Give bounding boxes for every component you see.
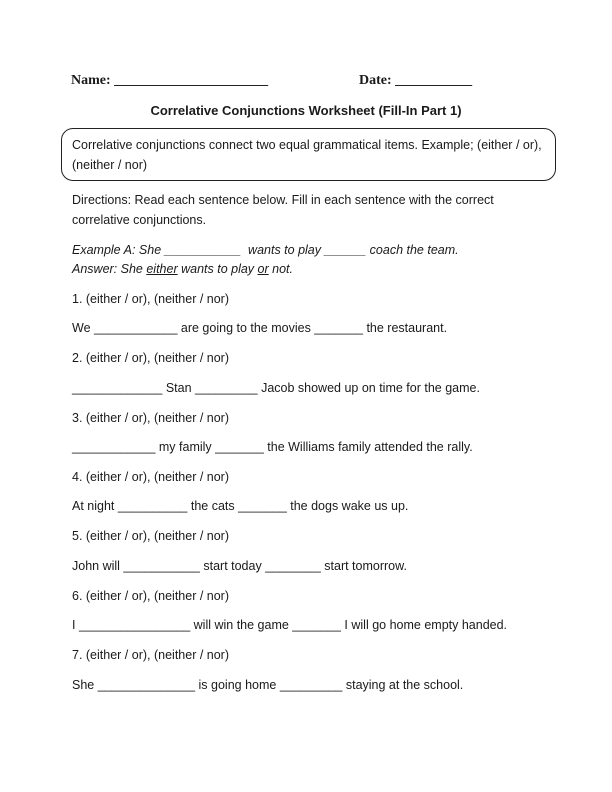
example-question: Example A: She ___________ wants to play ______ coach the team.: [72, 243, 459, 257]
directions-text: Directions: Read each sentence below. Fill in each sentence with the correct correlative conjunctions.: [72, 193, 494, 227]
question-7-sentence[interactable]: She ______________ is going home _________ staying at the school.: [72, 678, 464, 692]
worksheet-title: Correlative Conjunctions Worksheet (Fill-In Part 1): [150, 103, 462, 118]
question-3-sentence[interactable]: ____________ my family _______ the Williams family attended the rally.: [72, 440, 473, 454]
question-2-choices: 2. (either / or), (neither / nor): [72, 351, 230, 365]
question-6-choices: 6. (either / or), (neither / nor): [72, 589, 230, 603]
question-7-choices: 7. (either / or), (neither / nor): [72, 648, 230, 662]
question-5-sentence[interactable]: John will ___________ start today ________ start tomorrow.: [72, 559, 407, 573]
question-6-sentence[interactable]: I ________________ will win the game _______ I will go home empty handed.: [72, 618, 508, 632]
name-field[interactable]: Name: ______________________: [71, 73, 269, 88]
question-4-choices: 4. (either / or), (neither / nor): [72, 470, 230, 484]
example-answer-word-1: either: [146, 262, 178, 276]
question-2-sentence[interactable]: _____________ Stan _________ Jacob showed up on time for the game.: [72, 381, 480, 395]
question-4-sentence[interactable]: At night __________ the cats _______ the dogs wake us up.: [72, 499, 409, 513]
question-1-choices: 1. (either / or), (neither / nor): [72, 292, 230, 306]
question-3-choices: 3. (either / or), (neither / nor): [72, 411, 230, 425]
example-answer-word-2: or: [257, 262, 269, 276]
question-1-sentence[interactable]: We ____________ are going to the movies _______ the restaurant.: [72, 321, 448, 335]
example-answer-middle: wants to play: [177, 262, 258, 276]
example-answer: [72, 261, 293, 277]
example-answer-prefix: Answer: She: [72, 262, 147, 276]
question-5-choices: 5. (either / or), (neither / nor): [72, 529, 230, 543]
example-answer-suffix: not.: [268, 262, 293, 276]
date-field[interactable]: Date: ___________: [359, 73, 473, 88]
intro-text: Correlative conjunctions connect two equal grammatical items. Example; (either / or), (neither / nor): [72, 138, 542, 172]
